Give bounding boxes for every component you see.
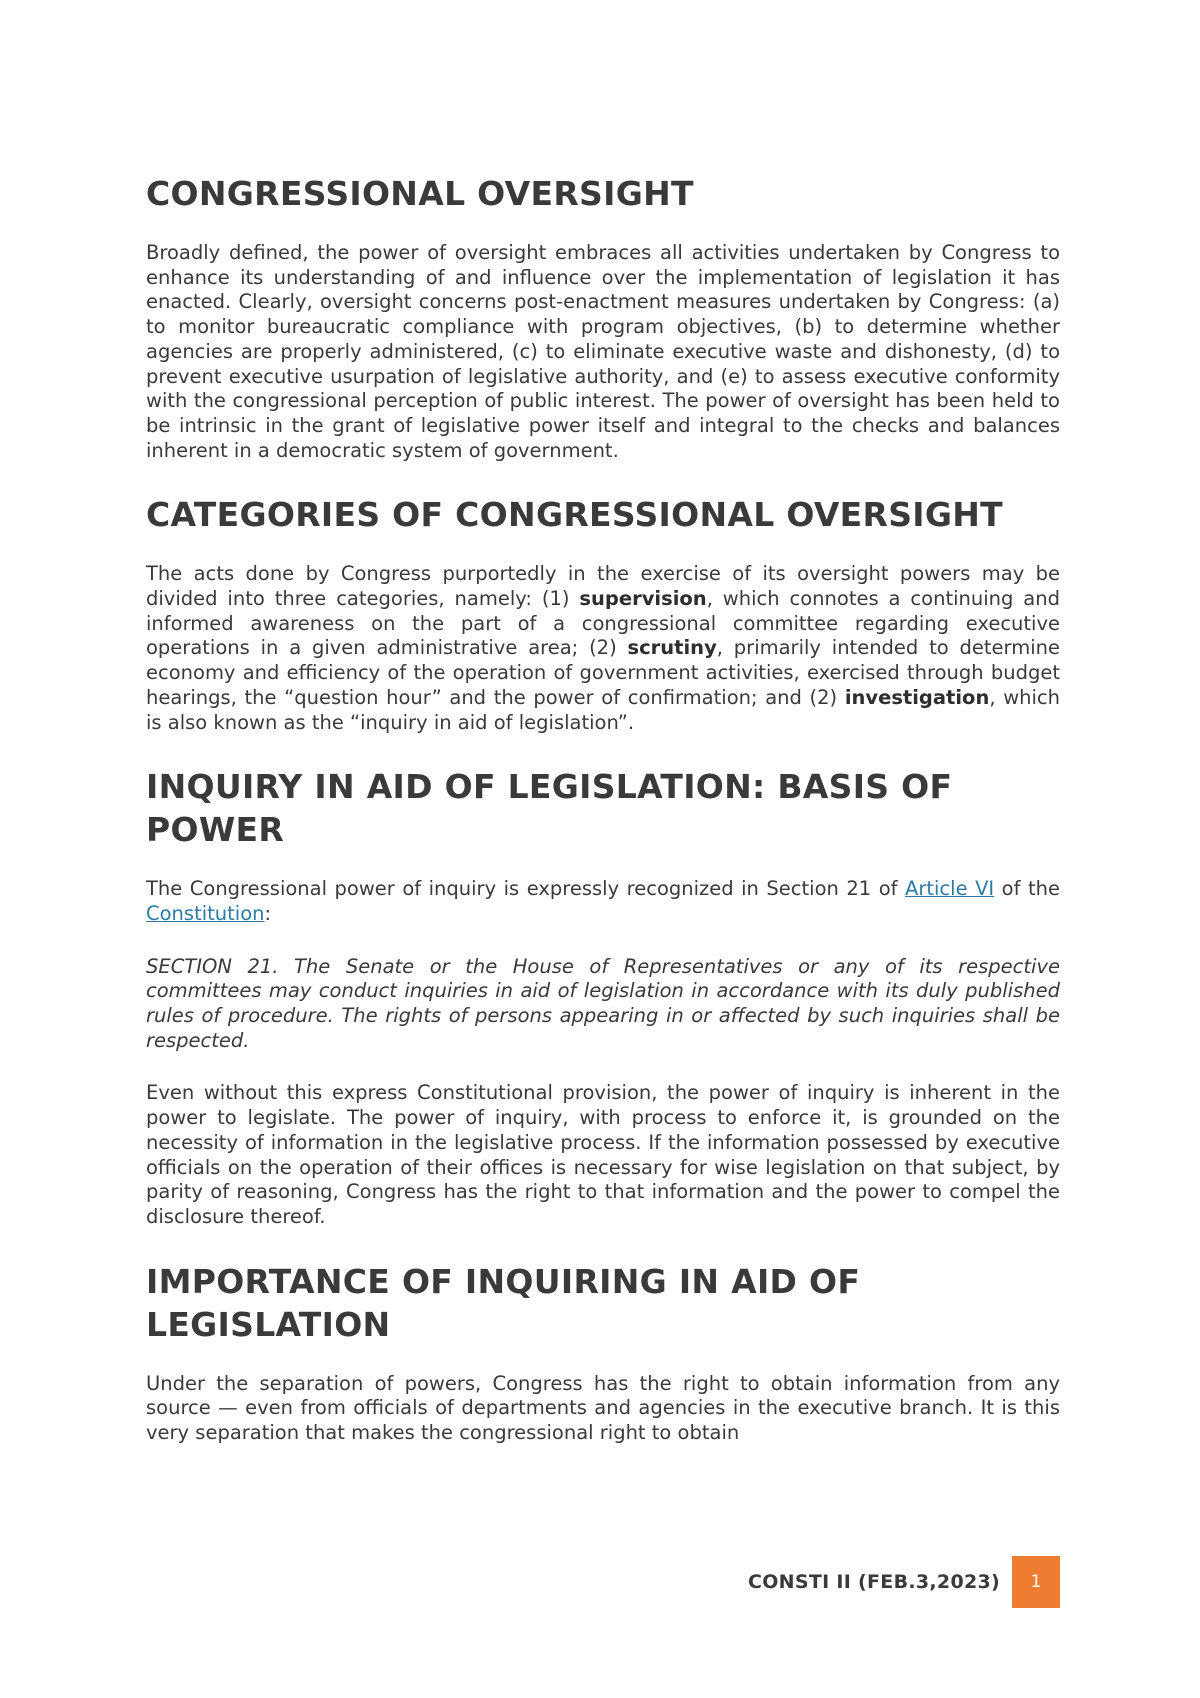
bold-term-scrutiny: scrutiny	[627, 636, 717, 660]
page-content	[146, 172, 1060, 1446]
text-span: , primarily intended to determine economy and efficiency of the operation of government activities, exercised through budget hearings, the “question hour” and the power of confirmation; and (2)	[146, 636, 1060, 709]
paragraph-oversight-definition: Broadly defined, the power of oversight embraces all activities undertaken by Congress to enhance its understanding of and influence over the implementation of legislation it has enacted. Clearly, oversight concerns post-enactment measures undertaken by Congress: (a) to monitor bureaucratic compliance with program objectives, (b) to determine whether agencies are properly administered, (c) to eliminate executive waste and dishonesty, (d) to prevent executive usurpation of legislative authority, and (e) to assess executive conformity with the congressional perception of public interest. The power of oversight has been held to be intrinsic in the grant of legislative power itself and integral to the checks and balances inherent in a democratic system of government.	[146, 241, 1060, 462]
link-article-vi[interactable]: Article VI	[905, 877, 995, 901]
footer-title: CONSTI II (FEB.3,2023)	[747, 1571, 1000, 1593]
link-constitution[interactable]: Constitution	[146, 901, 265, 925]
section-heading-importance: IMPORTANCE OF INQUIRING IN AID OF LEGISLATION	[146, 1261, 861, 1344]
bold-term-supervision: supervision	[579, 587, 707, 611]
section-heading-categories: CATEGORIES OF CONGRESSIONAL OVERSIGHT	[146, 495, 1003, 535]
paragraph-categories	[146, 562, 1060, 735]
text-span: , which is also known as the “inquiry in aid of legislation”.	[146, 685, 1060, 734]
paragraph-inherent-power: Even without this express Constitutional provision, the power of inquiry is inherent in the power to legislate. The power of inquiry, with process to enforce it, is grounded on the necessity of information in the legislative process. If the information possessed by executive officials on the operation of their offices is necessary for wise legislation on that subject, by parity of reasoning, Congress has the right to that information and the power to compel the disclosure thereof.	[146, 1081, 1060, 1228]
text-span: :	[264, 901, 272, 925]
text-span: , which connotes a continuing and informed awareness on the part of a congressional committee regarding executive operations in a given administrative area; (2)	[146, 587, 1060, 660]
paragraph-separation-of-powers: Under the separation of powers, Congress has the right to obtain information from any source — even from officials of departments and agencies in the executive branch. It is this very separation that makes the congressional right to obtain	[146, 1371, 1060, 1445]
text-span: The Congressional power of inquiry is expressly recognized in Section 21 of	[146, 877, 906, 901]
text-span: of the	[994, 877, 1060, 901]
quote-section-21: SECTION 21. The Senate or the House of Representatives or any of its respective committees may conduct inquiries in aid of legislation in accordance with its duly published rules of procedure. The rights of persons appearing in or affected by such inquiries shall be respected.	[146, 954, 1060, 1052]
bold-term-investigation: investigation	[844, 685, 990, 709]
section-heading-basis-of-power: INQUIRY IN AID OF LEGISLATION: BASIS OF POWER	[146, 767, 953, 850]
section-heading-congressional-oversight: CONGRESSIONAL OVERSIGHT	[146, 174, 694, 213]
page-footer	[748, 1556, 1060, 1608]
paragraph-basis-intro	[146, 877, 1060, 926]
text-span: The acts done by Congress purportedly in the exercise of its oversight powers may be divided into three categories, namely: (1)	[146, 562, 1060, 611]
page-number-badge: 1	[1012, 1556, 1060, 1608]
